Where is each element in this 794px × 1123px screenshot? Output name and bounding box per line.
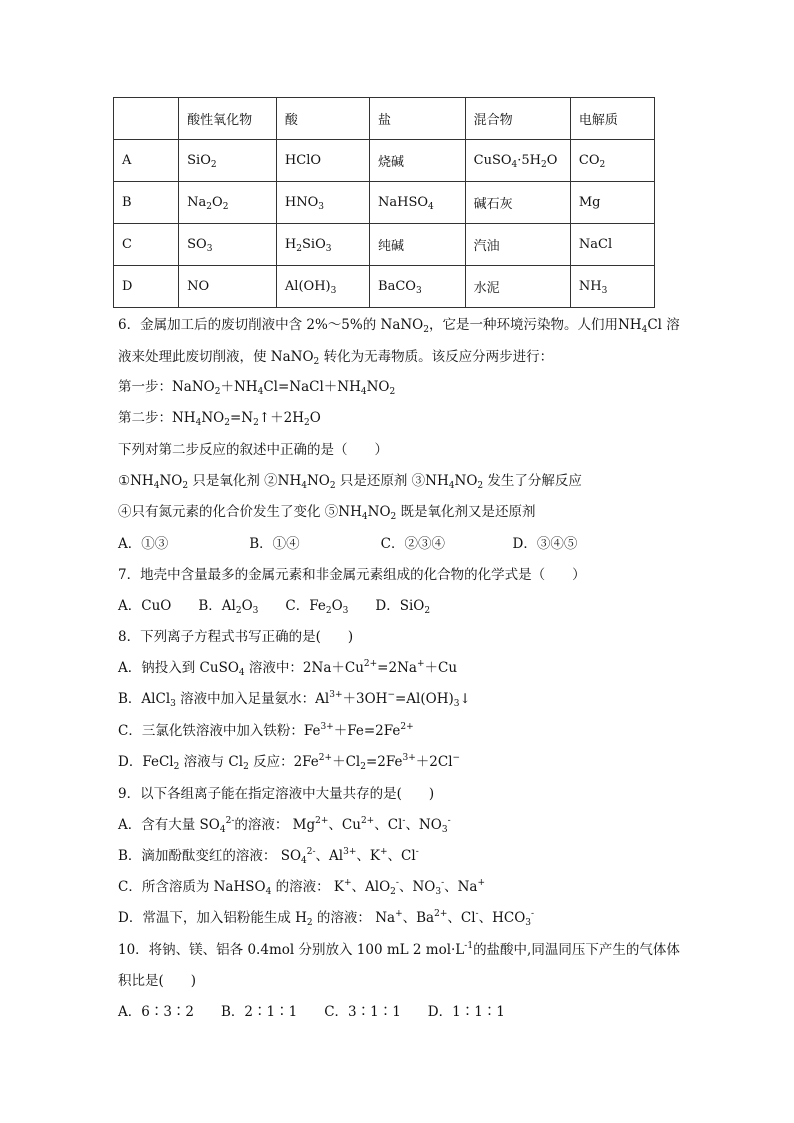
table-cell: NaCl (570, 224, 654, 266)
table-cell: NO (179, 266, 277, 308)
table-cell: $SO_3$ (179, 224, 277, 266)
table-body (114, 98, 655, 308)
table-cell: C (114, 224, 179, 266)
text-line: 下列对第二步反应的叙述中正确的是（ ） (118, 442, 388, 458)
text-line: 7．地壳中含量最多的金属元素和非金属元素组成的化合物的化学式是（ ） (118, 567, 586, 583)
text-line: A．含有大量 $SO_4^{2-}$的溶液： $Mg^{2+}$、$Cu^{2+}$、Cl-、$NO_3^-$ (118, 816, 451, 835)
header-cell: 盐 (370, 98, 466, 140)
table-cell: B (114, 182, 179, 224)
text-line: A．①③ B．①④ C．②③④ D．③④⑤ (118, 536, 578, 552)
table-cell: 碱石灰 (465, 182, 570, 224)
text-line: 积比是( ) (118, 973, 197, 989)
table-cell: 烧碱 (370, 140, 466, 182)
table-cell: $Al(OH)_3$ (276, 266, 369, 308)
table-row (114, 182, 655, 224)
table-cell: 纯碱 (370, 224, 466, 266)
text-line: D．常温下，加入铝粉能生成 $H_2$ 的溶液： Na+、$Ba^{2+}$、Cl-、$HCO_3^-$ (118, 909, 535, 928)
text-line: 6．金属加工后的废切削液中含 2%～5%的 NaNO$_2$，它是一种环境污染物。人们用$NH_4Cl$ 溶 (118, 317, 680, 335)
table-cell: $CO_2$ (570, 140, 654, 182)
classification-table (113, 97, 655, 308)
table-cell: $HNO_3$ (276, 182, 369, 224)
header-cell (114, 98, 179, 140)
text-line: 液来处理此废切削液，使 NaNO$_2$ 转化为无毒物质。该反应分两步进行： (118, 349, 554, 367)
table-cell: 水泥 (465, 266, 570, 308)
text-line: 9．以下各组离子能在指定溶液中大量共存的是( ) (118, 786, 435, 802)
text-line: A．钠投入到 CuSO$_4$ 溶液中：$2Na+Cu^{2+}=2Na^++Cu$ (118, 659, 458, 678)
header-cell: 混合物 (465, 98, 570, 140)
table-row (114, 140, 655, 182)
text-line: 10．将钠、镁、铝各 0.4mol 分别放入 100 mL 2 $mol\cdot L^{-1}$的盐酸中,同温同压下产生的气体体 (118, 941, 680, 958)
header-cell: 酸性氧化物 (179, 98, 277, 140)
text-line: B．滴加酚酞变红的溶液： $SO_4^{2-}$、$Al^{3+}$、K+、Cl- (118, 847, 419, 866)
table-cell: HClO (276, 140, 369, 182)
text-line: B．AlCl$_3$ 溶液中加入足量氨水：$Al^{3+}+3OH^-=Al(OH)_3↓$ (118, 690, 471, 709)
text-line: C．所含溶质为 NaHSO$_4$ 的溶液： K+、AlO$_2$-、$NO_3^-$、Na+ (118, 878, 486, 897)
header-cell: 电解质 (570, 98, 654, 140)
table-cell: $H_2SiO_3$ (276, 224, 369, 266)
table-cell: NaHSO$_4$ (370, 182, 466, 224)
table-row (114, 266, 655, 308)
table-cell: 汽油 (465, 224, 570, 266)
table-header-row (114, 98, 655, 140)
text-line: A．CuO B．$Al_2O_3$ C．$Fe_2O_3$ D．SiO$_2$ (118, 598, 431, 616)
table-cell: SiO$_2$ (179, 140, 277, 182)
text-line: A．6∶3∶2 B．2∶1∶1 C．3∶1∶1 D．1∶1∶1 (118, 1004, 505, 1020)
text-line: C．三氯化铁溶液中加入铁粉：$Fe^{3+}+Fe=2Fe^{2+}$ (118, 722, 414, 739)
table-cell: D (114, 266, 179, 308)
table-cell: $CuSO_4\cdot 5H_2O$ (465, 140, 570, 182)
table-row (114, 224, 655, 266)
table-cell: A (114, 140, 179, 182)
text-line: 第二步：$NH_4NO_2=N_2↑+2H_2O$ (118, 410, 321, 428)
text-line: ④只有氮元素的化合价发生了变化 $⑤NH_4NO_2$ 既是氧化剂又是还原剂 (118, 504, 536, 522)
table-cell: BaCO$_3$ (370, 266, 466, 308)
text-line: D．FeCl$_2$ 溶液与 $Cl_2$ 反应：$2Fe^{2+}+Cl_2=2Fe^{3+}+2Cl^-$ (118, 753, 461, 772)
table-cell: Mg (570, 182, 654, 224)
table-cell: $Na_2O_2$ (179, 182, 277, 224)
text-line: 8．下列离子方程式书写正确的是( ) (118, 629, 354, 645)
table-cell: $NH_3$ (570, 266, 654, 308)
header-cell: 酸 (276, 98, 369, 140)
text-line: 第一步：$NaNO_2+NH_4Cl=NaCl+NH_4NO_2$ (118, 379, 396, 397)
text-line: $①NH_4NO_2$ 只是氧化剂 $②NH_4NO_2$ 只是还原剂 $③NH_4NO_2$ 发生了分解反应 (118, 473, 582, 491)
